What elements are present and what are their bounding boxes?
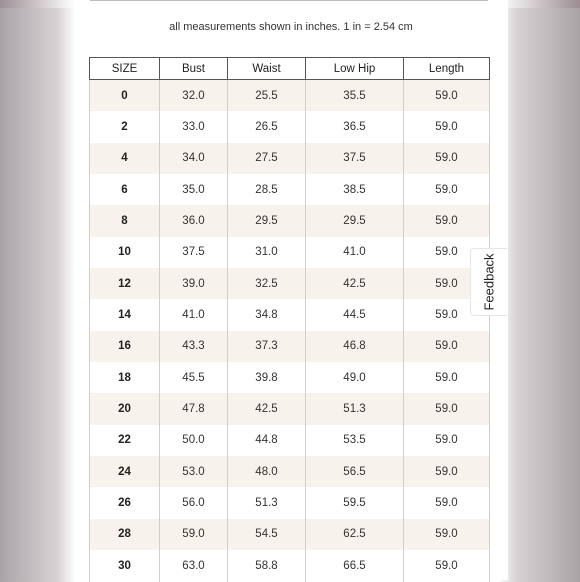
waist-cell: 48.0 — [228, 456, 306, 487]
waist-cell: 34.8 — [228, 299, 306, 330]
waist-cell: 44.8 — [228, 425, 306, 456]
table-row — [90, 80, 490, 112]
low-hip-cell: 51.3 — [306, 393, 404, 424]
table-row — [90, 237, 490, 268]
bust-cell: 59.0 — [160, 519, 228, 550]
low-hip-cell: 35.5 — [306, 80, 404, 112]
size-cell: 8 — [90, 205, 160, 236]
length-cell: 59.0 — [404, 487, 490, 518]
table-row — [90, 425, 490, 456]
bust-cell: 33.0 — [160, 111, 228, 142]
low-hip-cell: 38.5 — [306, 174, 404, 205]
low-hip-cell: 66.5 — [306, 550, 404, 581]
measurement-caption: all measurements shown in inches. 1 in = 2.54 cm — [169, 21, 413, 33]
length-cell: 59.0 — [404, 299, 490, 330]
length-cell: 59.0 — [404, 174, 490, 205]
bust-cell: 45.5 — [160, 362, 228, 393]
size-chart-sheet — [74, 0, 508, 580]
size-cell: 24 — [90, 456, 160, 487]
length-cell: 59.0 — [404, 80, 490, 112]
low-hip-cell: 49.0 — [306, 362, 404, 393]
size-cell: 12 — [90, 268, 160, 299]
size-cell: 10 — [90, 237, 160, 268]
length-cell: 59.0 — [404, 456, 490, 487]
bust-cell: 47.8 — [160, 393, 228, 424]
waist-cell: 27.5 — [228, 143, 306, 174]
table-row — [90, 268, 490, 299]
low-hip-cell: 44.5 — [306, 299, 404, 330]
low-hip-cell: 59.5 — [306, 487, 404, 518]
bust-cell: 53.0 — [160, 456, 228, 487]
length-cell: 59.0 — [404, 237, 490, 268]
bust-cell: 43.3 — [160, 331, 228, 362]
feedback-label: Feedback — [481, 253, 497, 311]
waist-cell: 29.5 — [228, 205, 306, 236]
length-cell: 59.0 — [404, 205, 490, 236]
table-row — [90, 143, 490, 174]
low-hip-cell: 56.5 — [306, 456, 404, 487]
bust-cell: 32.0 — [160, 80, 228, 112]
waist-cell: 39.8 — [228, 362, 306, 393]
table-row — [90, 111, 490, 142]
table-row — [90, 362, 490, 393]
length-cell: 59.0 — [404, 550, 490, 581]
header-waist: Waist — [228, 58, 306, 80]
waist-cell: 58.8 — [228, 550, 306, 581]
table-row — [90, 550, 490, 581]
bust-cell: 35.0 — [160, 174, 228, 205]
length-cell: 59.0 — [404, 362, 490, 393]
waist-cell: 51.3 — [228, 487, 306, 518]
waist-cell: 32.5 — [228, 268, 306, 299]
table-row — [90, 519, 490, 550]
top-divider — [90, 0, 488, 1]
low-hip-cell: 36.5 — [306, 111, 404, 142]
length-cell: 59.0 — [404, 331, 490, 362]
table-row — [90, 393, 490, 424]
bust-cell: 34.0 — [160, 143, 228, 174]
waist-cell: 31.0 — [228, 237, 306, 268]
table-row — [90, 331, 490, 362]
low-hip-cell: 42.5 — [306, 268, 404, 299]
bust-cell: 37.5 — [160, 237, 228, 268]
low-hip-cell: 29.5 — [306, 205, 404, 236]
low-hip-cell: 62.5 — [306, 519, 404, 550]
waist-cell: 26.5 — [228, 111, 306, 142]
length-cell: 59.0 — [404, 268, 490, 299]
header-low-hip: Low Hip — [306, 58, 404, 80]
bust-cell: 50.0 — [160, 425, 228, 456]
table-header-row — [90, 58, 490, 80]
feedback-tab-button[interactable] — [470, 248, 507, 316]
bust-cell: 39.0 — [160, 268, 228, 299]
table-row — [90, 487, 490, 518]
low-hip-cell: 46.8 — [306, 331, 404, 362]
table-row — [90, 174, 490, 205]
low-hip-cell: 41.0 — [306, 237, 404, 268]
bust-cell: 41.0 — [160, 299, 228, 330]
size-cell: 6 — [90, 174, 160, 205]
waist-cell: 42.5 — [228, 393, 306, 424]
length-cell: 59.0 — [404, 393, 490, 424]
size-cell: 2 — [90, 111, 160, 142]
size-cell: 18 — [90, 362, 160, 393]
low-hip-cell: 37.5 — [306, 143, 404, 174]
low-hip-cell: 53.5 — [306, 425, 404, 456]
waist-cell: 28.5 — [228, 174, 306, 205]
size-cell: 0 — [90, 80, 160, 112]
table-row — [90, 205, 490, 236]
length-cell: 59.0 — [404, 519, 490, 550]
size-cell: 20 — [90, 393, 160, 424]
header-bust: Bust — [160, 58, 228, 80]
header-length: Length — [404, 58, 490, 80]
table-row — [90, 299, 490, 330]
waist-cell: 54.5 — [228, 519, 306, 550]
table-row — [90, 456, 490, 487]
size-cell: 28 — [90, 519, 160, 550]
length-cell: 59.0 — [404, 111, 490, 142]
size-cell: 30 — [90, 550, 160, 581]
length-cell: 59.0 — [404, 425, 490, 456]
header-size: SIZE — [90, 58, 160, 80]
size-cell: 22 — [90, 425, 160, 456]
size-cell: 26 — [90, 487, 160, 518]
waist-cell: 37.3 — [228, 331, 306, 362]
size-cell: 16 — [90, 331, 160, 362]
size-chart-table — [89, 57, 490, 582]
size-cell: 14 — [90, 299, 160, 330]
waist-cell: 25.5 — [228, 80, 306, 112]
size-cell: 4 — [90, 143, 160, 174]
bust-cell: 56.0 — [160, 487, 228, 518]
bust-cell: 36.0 — [160, 205, 228, 236]
bust-cell: 63.0 — [160, 550, 228, 581]
length-cell: 59.0 — [404, 143, 490, 174]
